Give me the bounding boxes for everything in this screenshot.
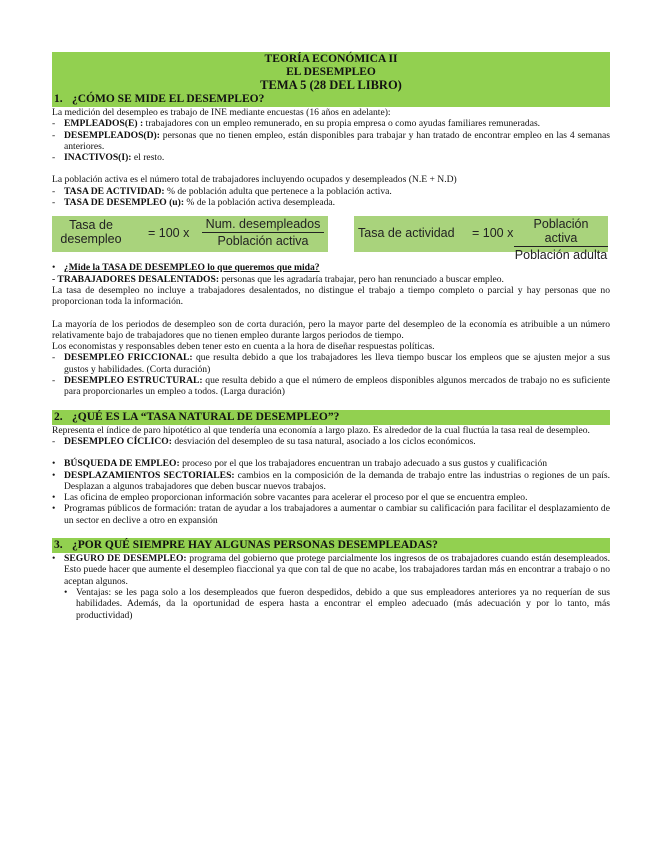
paragraph: La tasa de desempleo no incluye a trabajadores desalentados, no distingue el trabajo a tiempo completo o parcial y hay personas que no proporcionan toda la información. bbox=[52, 284, 610, 308]
formula-fraction bbox=[202, 217, 324, 248]
definition: el resto. bbox=[131, 152, 165, 164]
definition: % de población adulta que pertenece a la población activa. bbox=[164, 185, 392, 197]
paragraph: La medición del desempleo es trabajo de INE mediante encuestas (16 años en adelante): bbox=[52, 107, 391, 118]
list-item bbox=[52, 492, 610, 503]
unemployment-types-list bbox=[52, 352, 610, 397]
list-item: • Ventajas: se les paga solo a los desempleados que fueron despedidos, debido a que sus empleadores anteriores ya no requerían de sus habilidades. Además, da la oportunidad de espera hasta a encontrar el empleo adecuado (más adecuación y por lo tanto, más productividad) bbox=[52, 587, 610, 621]
list-item bbox=[52, 458, 610, 469]
list-item bbox=[52, 375, 610, 398]
definition-list bbox=[52, 118, 610, 163]
formulas bbox=[52, 216, 610, 263]
term: INACTIVOS(I): bbox=[64, 152, 132, 164]
section-number: 3. bbox=[54, 539, 63, 552]
definition: Las oficina de empleo proporcionan información sobre vacantes para acelerar el proceso por el que se encuentra empleo. bbox=[64, 492, 528, 504]
chapter-title: EL DESEMPLEO bbox=[286, 66, 376, 78]
formula-lhs-line: Tasa de bbox=[69, 218, 113, 233]
definition: proceso por el que los trabajadores encuentran un trabajo adecuado a sus gustos y cualificación bbox=[179, 458, 548, 470]
list-item bbox=[52, 118, 610, 129]
section-number: 1. bbox=[54, 93, 63, 105]
paragraph: La mayoría de los periodos de desempleo son de corta duración, pero la mayor parte del desempleo de la economía es atribuible a un número relativamente bajo de trabajadores que no tienen empleo durante largos periodos de tiempo. bbox=[52, 318, 610, 341]
section-number: 2. bbox=[54, 410, 63, 423]
activity-rate-formula bbox=[354, 216, 608, 263]
cyclic-list bbox=[52, 436, 610, 447]
definition: que resulta debido a que los trabajadores les lleva tiempo buscar los empleos que se ajusten mejor a sus gustos y habilidades. (Corta duración) bbox=[64, 352, 610, 375]
section-title: ¿QUÉ ES LA “TASA NATURAL DE DESEMPLEO”? bbox=[72, 410, 340, 423]
term: DESPLAZAMIENTOS SECTORIALES: bbox=[64, 469, 235, 481]
paragraph bbox=[52, 274, 610, 285]
formula-lhs bbox=[60, 218, 122, 246]
definition: trabajadores con un empleo remunerado, en su propia empresa o como ayudas familiares remuneradas. bbox=[143, 118, 541, 130]
list-item bbox=[52, 152, 610, 163]
document-header bbox=[52, 52, 610, 92]
question-heading: ¿Mide la TASA DE DESEMPLEO lo que queremos que mida? bbox=[64, 262, 320, 274]
section-title: ¿CÓMO SE MIDE EL DESEMPLEO? bbox=[72, 93, 265, 105]
list-item bbox=[52, 436, 610, 447]
list-item bbox=[52, 262, 610, 273]
formula-denominator: Población adulta bbox=[514, 248, 608, 263]
formula-denominator: Población activa bbox=[217, 234, 309, 249]
definition: personas que no tienen empleo, están disponibles para trabajar y han tratado de encontrar empleo en las 4 semanas anteriores. bbox=[64, 129, 610, 152]
definition: Programas públicos de formación: tratan de ayudar a los trabajadores a aumentar o cambiar su calificación para facilitar el desplazamiento de un sector en declive a otro en expansión bbox=[64, 503, 610, 526]
topic-title: TEMA 5 (28 DEL LIBRO) bbox=[260, 78, 402, 92]
definition: personas que les agradaría trabajar, pero han renunciado a buscar empleo. bbox=[219, 273, 504, 285]
term: DESEMPLEO CÍCLICO: bbox=[64, 435, 172, 447]
definition: programa del gobierno que protege parcialmente los ingresos de os trabajadores cuando están desempleados. Esto puede hacer que aumente el desempleo fiaccional ya que con tal de que no acabe, los trabajadores tardan más en encontrar a trabajo o no aceptan algunos. bbox=[64, 553, 610, 587]
list-item bbox=[52, 553, 610, 587]
formula-multiplier: = 100 x bbox=[472, 226, 514, 241]
term: BÚSQUEDA DE EMPLEO: bbox=[64, 458, 180, 470]
list-item bbox=[52, 130, 610, 153]
natural-rate-factors-list bbox=[52, 458, 610, 526]
formula-numerator: Num. desempleados bbox=[202, 217, 324, 233]
unemployment-rate-formula bbox=[52, 216, 328, 252]
term: TASA DE DESEMPLEO (u): bbox=[64, 197, 185, 209]
insurance-sublist bbox=[52, 587, 610, 621]
definition: % de la población activa desempleada. bbox=[184, 197, 336, 209]
rates-list bbox=[52, 186, 610, 209]
definition: que resulta debido a que el número de empleos disponibles algunos mercados de trabajo no es suficiente para proporcionarles un empleo a todos. (Larga duración) bbox=[64, 375, 610, 398]
list-item bbox=[52, 186, 610, 197]
list-item bbox=[52, 197, 610, 208]
term: SEGURO DE DESEMPLEO: bbox=[64, 553, 187, 565]
term: - TRABAJADORES DESALENTADOS: bbox=[52, 273, 220, 285]
formula-multiplier: = 100 x bbox=[148, 226, 190, 241]
paragraph: Representa el índice de paro hipotético al que tendería una economía a largo plazo. Es alrededor de la cual fluctúa la tasa real de desempleo. bbox=[52, 424, 590, 436]
section-2-heading bbox=[52, 410, 610, 425]
term: TASA DE ACTIVIDAD: bbox=[64, 185, 165, 197]
section-title: ¿POR QUÉ SIEMPRE HAY ALGUNAS PERSONAS DESEMPLEADAS? bbox=[72, 539, 438, 552]
section-3-heading bbox=[52, 538, 610, 553]
course-title: TEORÍA ECONÓMICA II bbox=[264, 53, 398, 65]
insurance-list bbox=[52, 553, 610, 587]
formula-lhs-line: desempleo bbox=[60, 232, 122, 247]
document-page bbox=[52, 52, 610, 621]
list-item bbox=[52, 470, 610, 493]
term: DESEMPLEADOS(D): bbox=[64, 129, 160, 141]
formula-numerator: Población activa bbox=[514, 217, 608, 247]
list-item bbox=[52, 352, 610, 375]
term: DESEMPLEO ESTRUCTURAL: bbox=[64, 375, 203, 387]
paragraph: La población activa es el número total de trabajadores incluyendo ocupados y desempleados (N.E + N.D) bbox=[52, 174, 457, 186]
question-list bbox=[52, 262, 610, 273]
definition: cambios en la composición de la demanda de trabajo entre las industrias o regiones de un país. Desplazan a algunos trabajadores que deben buscar nuevos trabajos. bbox=[64, 469, 611, 492]
formula-fraction bbox=[514, 217, 608, 262]
section-1-heading bbox=[52, 92, 610, 107]
term: EMPLEADOS(E) : bbox=[64, 118, 144, 130]
term: DESEMPLEO FRICCIONAL: bbox=[64, 352, 193, 364]
list-item bbox=[52, 503, 610, 526]
formula-lhs: Tasa de actividad bbox=[358, 226, 455, 241]
paragraph: Los economistas y responsables deben tener esto en cuenta a la hora de diseñar respuestas políticas. bbox=[52, 341, 435, 353]
definition: desviación del desempleo de su tasa natural, asociado a los ciclos económicos. bbox=[171, 435, 476, 447]
